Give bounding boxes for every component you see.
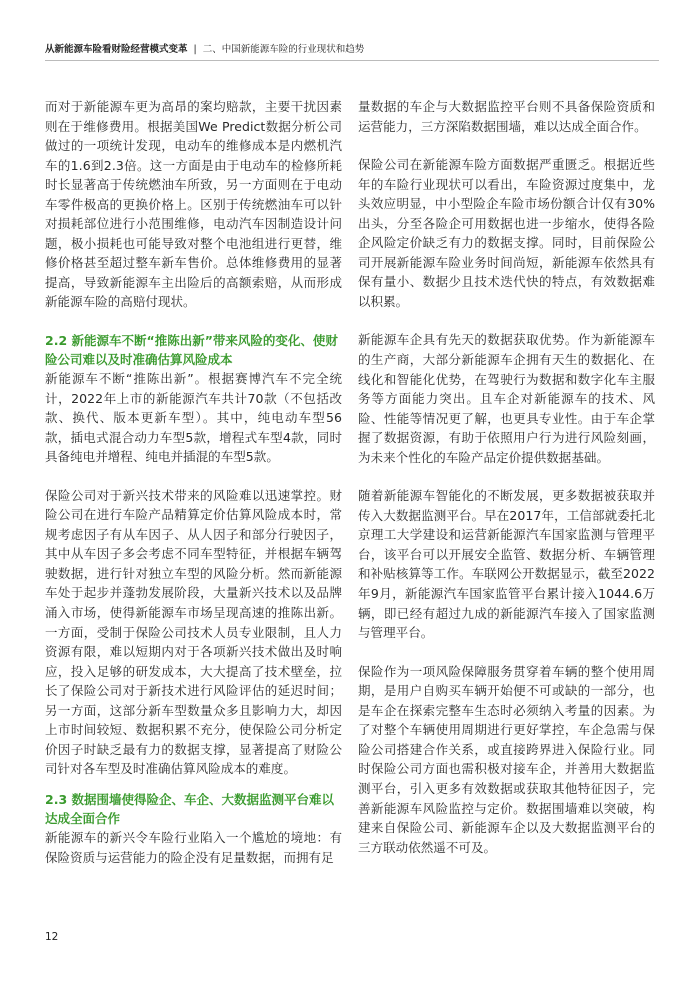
paragraph-monitoring-platform: 随着新能源车智能化的不断发展，更多数据被获取并传入大数据监测平台。早在2017年，工信部就委托北京理工大学建设和运营新能源汽车国家监测与管理平台，该平台可以开展安全监管、数据分析、车辆管理和补贴核算等工作。车联网公开数据显示，截至2022年9月，新能源汽车国家监管平台累计接入1044.6万辆，即已经有超过九成的新能源汽车接入了国家监测与管理平台。 [358, 488, 655, 641]
chapter-title: 二、中国新能源车险的行业现状和趋势 [202, 44, 365, 55]
paragraph-automaker-data-advantage: 新能源车企具有先天的数据获取优势。作为新能源车的生产商，大部分新能源车企拥有天生的数据化、在线化和智能化优势，在驾驶行为数据和数字化车主服务等方面能力突出。且车企对新能源车的技术、风险、性能等情况更了解，也更具专业性。由于车企掌握了数据资源，有助于依照用户行为进行风险刻画，为未来个性化的车险产品定价提供数据基础。 [358, 332, 655, 465]
paragraph-new-models: 新能源车不断“推陈出新”。根据赛博汽车不完全统计，2022年上市的新能源汽车共计70款（不包括改款、换代、版本更新车型）。其中，纯电动车型56款，插电式混合动力车型5款，增程式车型4款，同时具备纯电并增程、纯电并插混的车型5款。 [45, 371, 342, 465]
section-heading-2-3: 2.3 数据围墙使得险企、车企、大数据监测平台难以达成全面合作 [45, 791, 334, 826]
paragraph-insurer-risk-control: 保险公司对于新兴技术带来的风险难以迅速掌控。财险公司在进行车险产品精算定价估算风险成本时，常规考虑因子有从车因子、从人因子和部分行驶因子，其中从车因子多会考虑不同车型特征，并根据车辆驾驶数据，进行针对独立车型的风险分析。然而新能源车处于起步并蓬勃发展阶段，大量新兴技术以及品牌涌入市场，使得新能源车市场呈现高速的推陈出新。一方面，受制于保险公司技术人员专业限制，且人力资源有限，难以短期内对于各项新兴技术做出及时响应，投入足够的研发成本，大大提高了技术壁垒，拉长了保险公司对于新技术进行风险评估的延迟时间；另一方面，这部分新车型数量众多且影响力大，却因上市时间较短、数据积累不充分，使保险公司分析定价因子时缺乏最有力的数据支撑，显著提高了财险公司针对各车型及时准确估算风险成本的难度。 [45, 487, 342, 777]
right-column [358, 97, 655, 857]
paragraph-repair-cost: 而对于新能源车更为高昂的案均赔款，主要干扰因素则在于维修费用。根据美国We Predict数据分析公司做过的一项统计发现，电动车的维修成本是内燃机汽车的1.6到2.3倍。这一方面是由于电动车的检修所耗时长显著高于传统燃油车所致，另一方面则在于电动车零件极高的更换价格上。区别于传统燃油车可以针对损耗部位进行小范围维修，电动汽车因制造设计问题，极小损耗也可能导致对整个电池组进行更替，维修价格甚至超过整车新车售价。总体维修费用的显著提高，导致新能源车主出险后的高额索赔，从而形成新能源车险的高赔付现状。 [45, 99, 342, 310]
left-column [45, 97, 342, 867]
header-separator: | [193, 44, 197, 55]
section-heading-2-2: 2.2 新能源车不断“推陈出新”带来风险的变化、使财险公司难以及时准确估算风险成本 [45, 333, 338, 368]
page-number: 12 [45, 931, 59, 943]
paragraph-three-party-cooperation: 保险作为一项风险保障服务贯穿着车辆的整个使用周期，是用户自购买车辆开始便不可或缺的一部分，也是车企在探索完整车生态时必须纳入考量的因素。为了对整个车辆使用周期进行更好掌控，车企急需与保险公司搭建合作关系，或直接跨界进入保险行业。同时保险公司方面也需积极对接车企，并善用大数据监测平台，引入更多有效数据或获取其他特征因子，完善新能源车风险监控与定价。数据围墙难以突破，构建来自保险公司、新能源车企以及大数据监测平台的三方联动依然遥不可及。 [358, 663, 655, 855]
running-header [45, 41, 659, 55]
report-title: 从新能源车险看财险经营模式变革 [45, 44, 188, 55]
paragraph-insurer-data-shortage: 保险公司在新能源车险方面数据严重匮乏。根据近些年的车险行业现状可以看出，车险资源过度集中，龙头效应明显，中小型险企车险市场份额合计仅有30%出头，分至各险企可用数据也进一步缩水，使得各险企风险定价缺乏有力的数据支撑。同时，目前保险公司开展新能源车险业务时间尚短，新能源车依然具有保有量小、数据少且技术迭代快的特点，有效数据难以积累。 [358, 157, 655, 309]
header-rule [45, 60, 659, 61]
paragraph-data-wall-intro: 新能源车的新兴令车险行业陷入一个尴尬的境地：有保险资质与运营能力的险企没有足量数据，而拥有足 [45, 829, 342, 865]
paragraph-data-wall-continued: 量数据的车企与大数据监控平台则不具备保险资质和运营能力，三方深陷数据围墙，难以达成全面合作。 [358, 99, 655, 134]
